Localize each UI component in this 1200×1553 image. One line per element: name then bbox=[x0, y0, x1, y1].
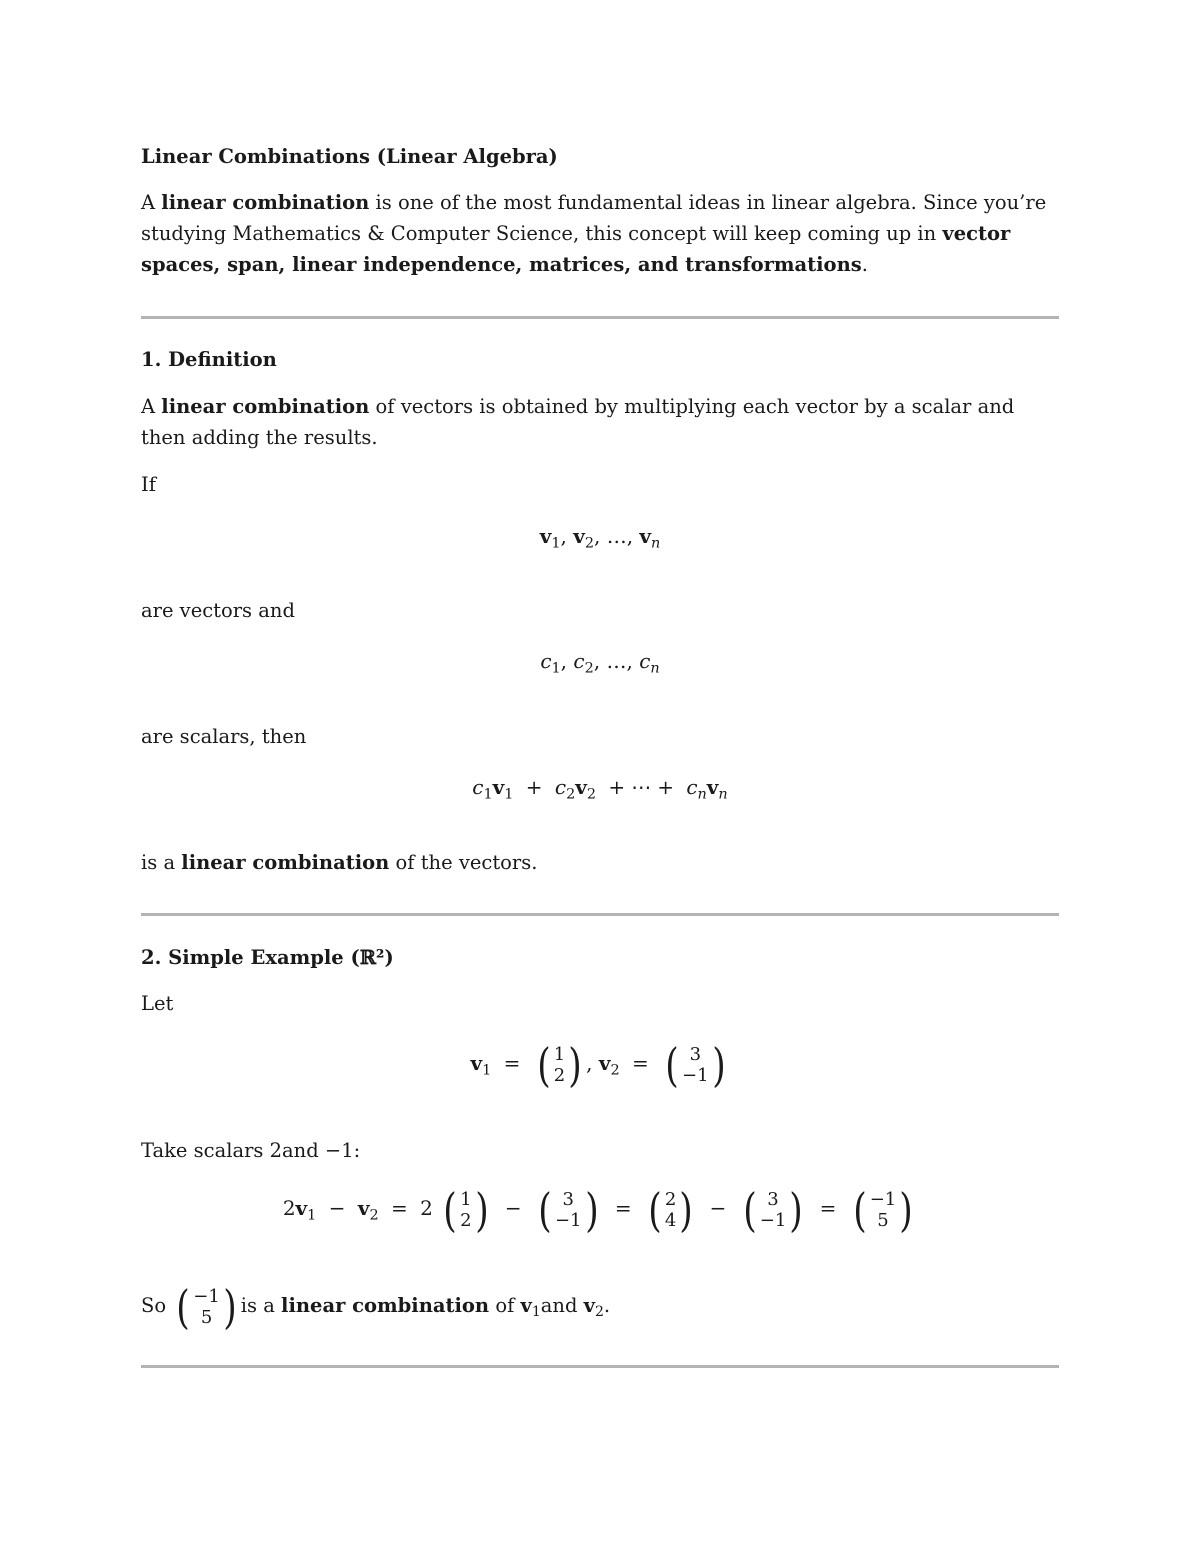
conclusion-bold-term: linear combination bbox=[181, 851, 390, 874]
definition-text: A bbox=[141, 395, 162, 418]
section-divider bbox=[141, 1365, 1059, 1368]
intro-bold-topics: vector spaces, span, linear independence, matrices, and transformations bbox=[141, 222, 1011, 276]
conclusion-text: is a bbox=[141, 851, 182, 874]
equation-vector-definitions: $v_1$ = ( 1 2 ) , $v_2$ = ( 3 −1 ) bbox=[141, 1040, 1059, 1086]
equation-vectors-list: $v_1$, $v_2$, …, $v_n$ bbox=[539, 524, 661, 552]
matrix-v1: ( 1 2 ) bbox=[443, 1182, 489, 1237]
definition-bold-term: linear combination bbox=[161, 395, 370, 418]
intro-text: A bbox=[141, 191, 162, 214]
take-scalars-text: Take scalars 2and −1: bbox=[141, 1139, 361, 1162]
section-heading-definition: 1. Definition bbox=[141, 348, 277, 371]
intro-text: is one of the most fundamental ideas in linear algebra. Since you’re studying Mathematics & Computer Science, this concept will keep coming up in bbox=[141, 191, 1047, 245]
equation-scalars-list: $c_1$, $c_2$, …, $c_n$ bbox=[540, 649, 660, 677]
section-heading-example: 2. Simple Example (ℝ²) bbox=[141, 946, 394, 969]
matrix-result-inline: ( −1 5 ) bbox=[176, 1279, 237, 1334]
matrix-result: ( −1 5 ) bbox=[852, 1182, 913, 1237]
are-scalars-text: are scalars, then bbox=[141, 725, 307, 748]
definition-text: of vectors is obtained by multiplying each vector by a scalar and then adding the results. bbox=[141, 395, 1015, 449]
so-conclusion-paragraph: So ( −1 5 ) is a linear combination of $v_1and$ $v_2$. bbox=[141, 1279, 611, 1334]
matrix-v1: ( 1 2 ) bbox=[536, 1037, 582, 1092]
intro-bold-term: linear combination bbox=[161, 191, 370, 214]
intro-paragraph bbox=[141, 187, 1059, 280]
section-divider bbox=[141, 316, 1059, 319]
matrix-v2: ( 3 −1 ) bbox=[538, 1182, 599, 1237]
let-text: Let bbox=[141, 992, 174, 1015]
section-divider bbox=[141, 913, 1059, 916]
matrix-scaled-v1: ( 2 4 ) bbox=[648, 1182, 694, 1237]
so-bold-term: linear combination bbox=[281, 1294, 490, 1317]
conclusion-text: of the vectors. bbox=[389, 851, 538, 874]
definition-paragraph bbox=[141, 391, 1059, 453]
document-title: Linear Combinations (Linear Algebra) bbox=[141, 145, 558, 168]
if-text: If bbox=[141, 473, 156, 496]
matrix-v2: ( 3 −1 ) bbox=[743, 1182, 804, 1237]
intro-text: . bbox=[861, 253, 868, 276]
are-vectors-text: are vectors and bbox=[141, 599, 295, 622]
equation-computation: $2v_1 - v_2 = 2$ ( 1 2 ) − ( 3 −1 ) = ( 2 4 ) − ( 3 −1 ) = ( −1 5 ) bbox=[141, 1185, 1059, 1231]
matrix-v2: ( 3 −1 ) bbox=[665, 1037, 726, 1092]
conclusion-paragraph bbox=[141, 847, 1059, 878]
equation-linear-combination: $c_1v_1 + c_2v_2$ + ⋯ + $c_nv_n$ bbox=[472, 775, 728, 803]
